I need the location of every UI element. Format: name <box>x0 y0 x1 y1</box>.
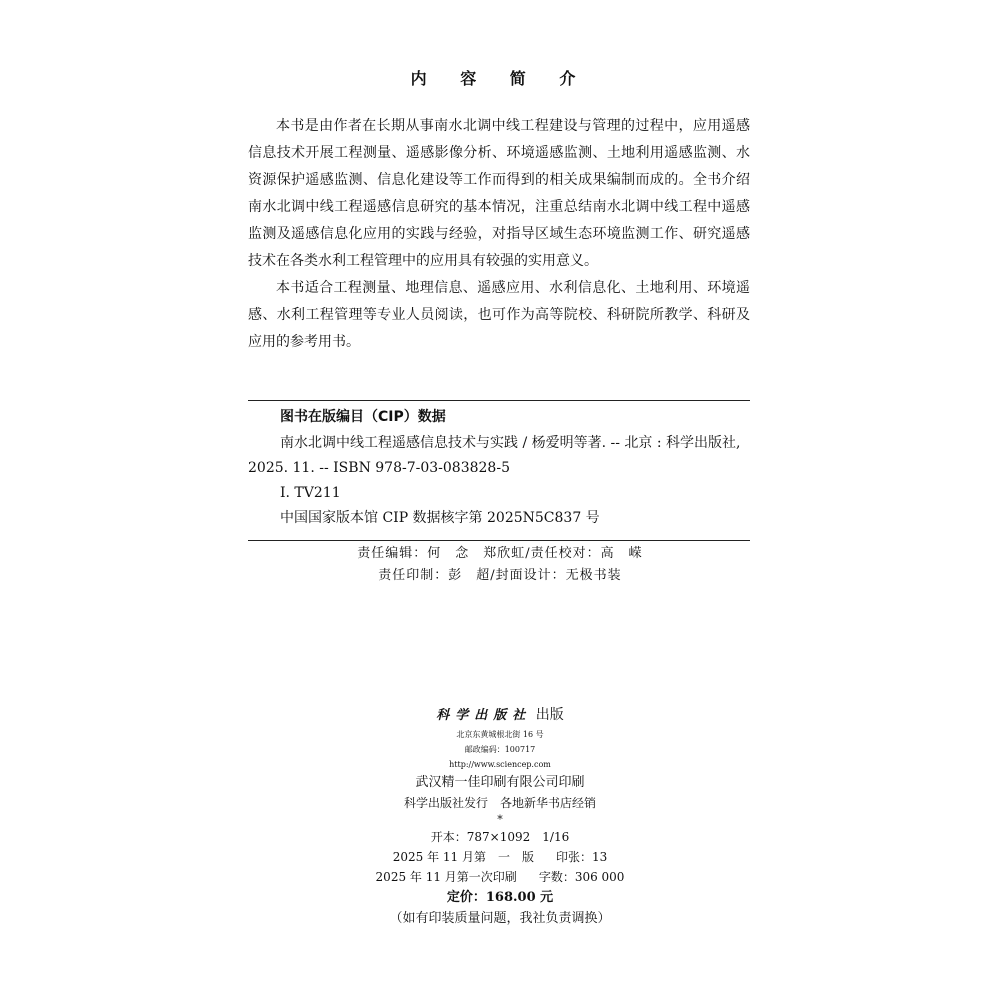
intro-paragraph-1: 本书是由作者在长期从事南水北调中线工程建设与管理的过程中，应用遥感信息技术开展工程测量、遥感影像分析、环境遥感监测、土地利用遥感监测、水资源保护遥感监测、信息化建设等工作而得到的相关成果编制而成的。全书介绍南水北调中线工程遥感信息研究的基本情况，注重总结南水北调中线工程中遥感监测及遥感信息化应用的实践与经验，对指导区域生态环境监测工作、研究遥感技术在各类水利工程管理中的应用具有较强的实用意义。 <box>248 118 750 269</box>
sheets-text: 印张：13 <box>555 850 608 864</box>
printing-row <box>0 867 1000 887</box>
format-line: 开本：787×1092 1/16 <box>430 830 570 844</box>
publisher-postcode: 邮政编码：100717 <box>464 745 536 754</box>
cip-heading: 图书在版编目（CIP）数据 <box>280 409 446 425</box>
publisher-website: http://www.sciencep.com <box>449 760 551 769</box>
cip-classification: I. TV211 <box>280 485 341 501</box>
cip-record: 中国国家版本馆 CIP 数据核字第 2025N5C837 号 <box>280 510 600 526</box>
distribution-line: 科学出版社发行 各地新华书店经销 <box>403 796 596 810</box>
cip-top-rule <box>248 400 750 401</box>
quality-notice: （如有印装质量问题，我社负责调换） <box>389 911 611 926</box>
cip-entry: 南水北调中线工程遥感信息技术与实践 / 杨爱明等著. -- 北京 : 科学出版社, 2025. 11. -- ISBN 978-7-03-083828-5 <box>248 435 741 476</box>
cip-block <box>248 406 750 531</box>
intro-body <box>248 113 750 356</box>
publisher-logo: 科学出版社 <box>436 708 532 723</box>
printing-text: 2025 年 11 月第一次印刷 <box>375 870 517 884</box>
cip-bottom-rule <box>248 540 750 541</box>
editor-line-2: 责任印制：彭 超/封面设计：无极书装 <box>378 568 622 583</box>
editor-line-1: 责任编辑：何 念 郑欣虹/责任校对：高 嵘 <box>357 546 643 561</box>
publisher-address: 北京东黄城根北街 16 号 <box>456 730 544 739</box>
printer-line: 武汉精一佳印刷有限公司印刷 <box>415 775 585 790</box>
separator-star: * <box>497 813 503 826</box>
imprint-block <box>0 704 1000 929</box>
editor-credits <box>0 543 1000 587</box>
intro-paragraph-2: 本书适合工程测量、地理信息、遥感应用、水利信息化、土地利用、环境遥感、水利工程管理等专业人员阅读，也可作为高等院校、科研院所教学、科研及应用的参考用书。 <box>248 280 750 350</box>
price-line: 定价：168.00 元 <box>446 890 554 905</box>
word-count-text: 字数：306 000 <box>538 870 625 884</box>
intro-title: 内 容 简 介 <box>410 69 590 88</box>
edition-text: 2025 年 11 月第 一 版 <box>392 850 534 864</box>
publisher-suffix: 出版 <box>535 707 564 723</box>
publisher-line <box>0 704 1000 727</box>
edition-row <box>0 847 1000 867</box>
